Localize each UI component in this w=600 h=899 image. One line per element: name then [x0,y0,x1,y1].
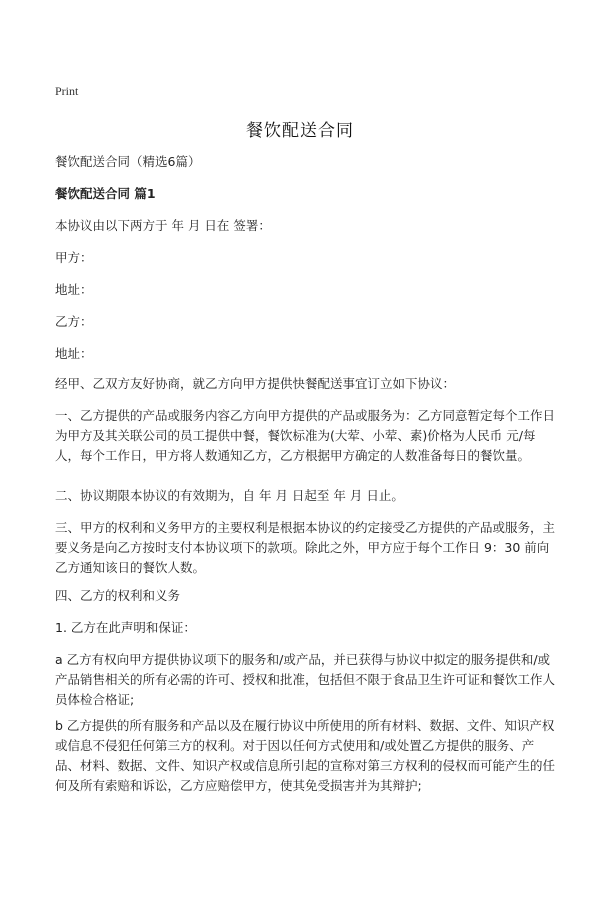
party-a-address-label: 地址： [55,282,93,297]
party-b-label: 乙方： [55,314,93,329]
paragraph-clause-1: 一、乙方提供的产品或服务内容乙方向甲方提供的产品或服务为：乙方同意暂定每个工作日为甲方及其关联公司的员工提供中餐，餐饮标准为(大荤、小荤、素)价格为人民币 元/每人，每个工作日，甲方将人数通知乙方，乙方根据甲方确定的人数准备每日的餐饮量。 [55,408,556,463]
print-label: Print [55,84,79,98]
paragraph-clause-4-heading: 四、乙方的权利和义务 [55,588,181,603]
paragraph-clause-4-1: 1. 乙方在此声明和保证： [55,620,196,635]
paragraph-clause-4-1-b: b 乙方提供的所有服务和产品以及在履行协议中所使用的所有材料、数据、文件、知识产权或信息不侵犯任何第三方的权利。对于因以任何方式使用和/或处置乙方提供的服务、产品、材料、数据、文件、知识产权或信息所引起的宣称对第三方权利的侵权而可能产生的任何及所有索赔和诉讼，乙方应赔偿甲方，使其免受损害并为其辩护; [55,718,556,793]
paragraph-clause-4-1-a: a 乙方有权向甲方提供协议项下的服务和/或产品，并已获得与协议中拟定的服务提供和/或产品销售相关的所有必需的许可、授权和批准，包括但不限于食品卫生许可证和餐饮工作人员体检合格证; [55,652,556,707]
party-b-address-label: 地址： [55,346,93,361]
paragraph-clause-3: 三、甲方的权利和义务甲方的主要权利是根据本协议的约定接受乙方提供的产品或服务，主要义务是向乙方按时支付本协议项下的款项。除此之外，甲方应于每个工作日 9：30 前向乙方通知该日的餐饮人数。 [55,520,556,575]
party-a-label: 甲方： [55,250,93,265]
document-subtitle: 餐饮配送合同（精选6篇） [55,154,201,169]
paragraph-intro: 经甲、乙双方友好协商，就乙方向甲方提供快餐配送事宜订立如下协议： [55,376,456,391]
section-heading: 餐饮配送合同 篇1 [55,186,156,201]
paragraph-signing: 本协议由以下两方于 年 月 日在 签署： [55,218,271,233]
paragraph-clause-2: 二、协议期限本协议的有效期为，自 年 月 日起至 年 月 日止。 [55,488,404,503]
document-title: 餐饮配送合同 [246,121,354,141]
